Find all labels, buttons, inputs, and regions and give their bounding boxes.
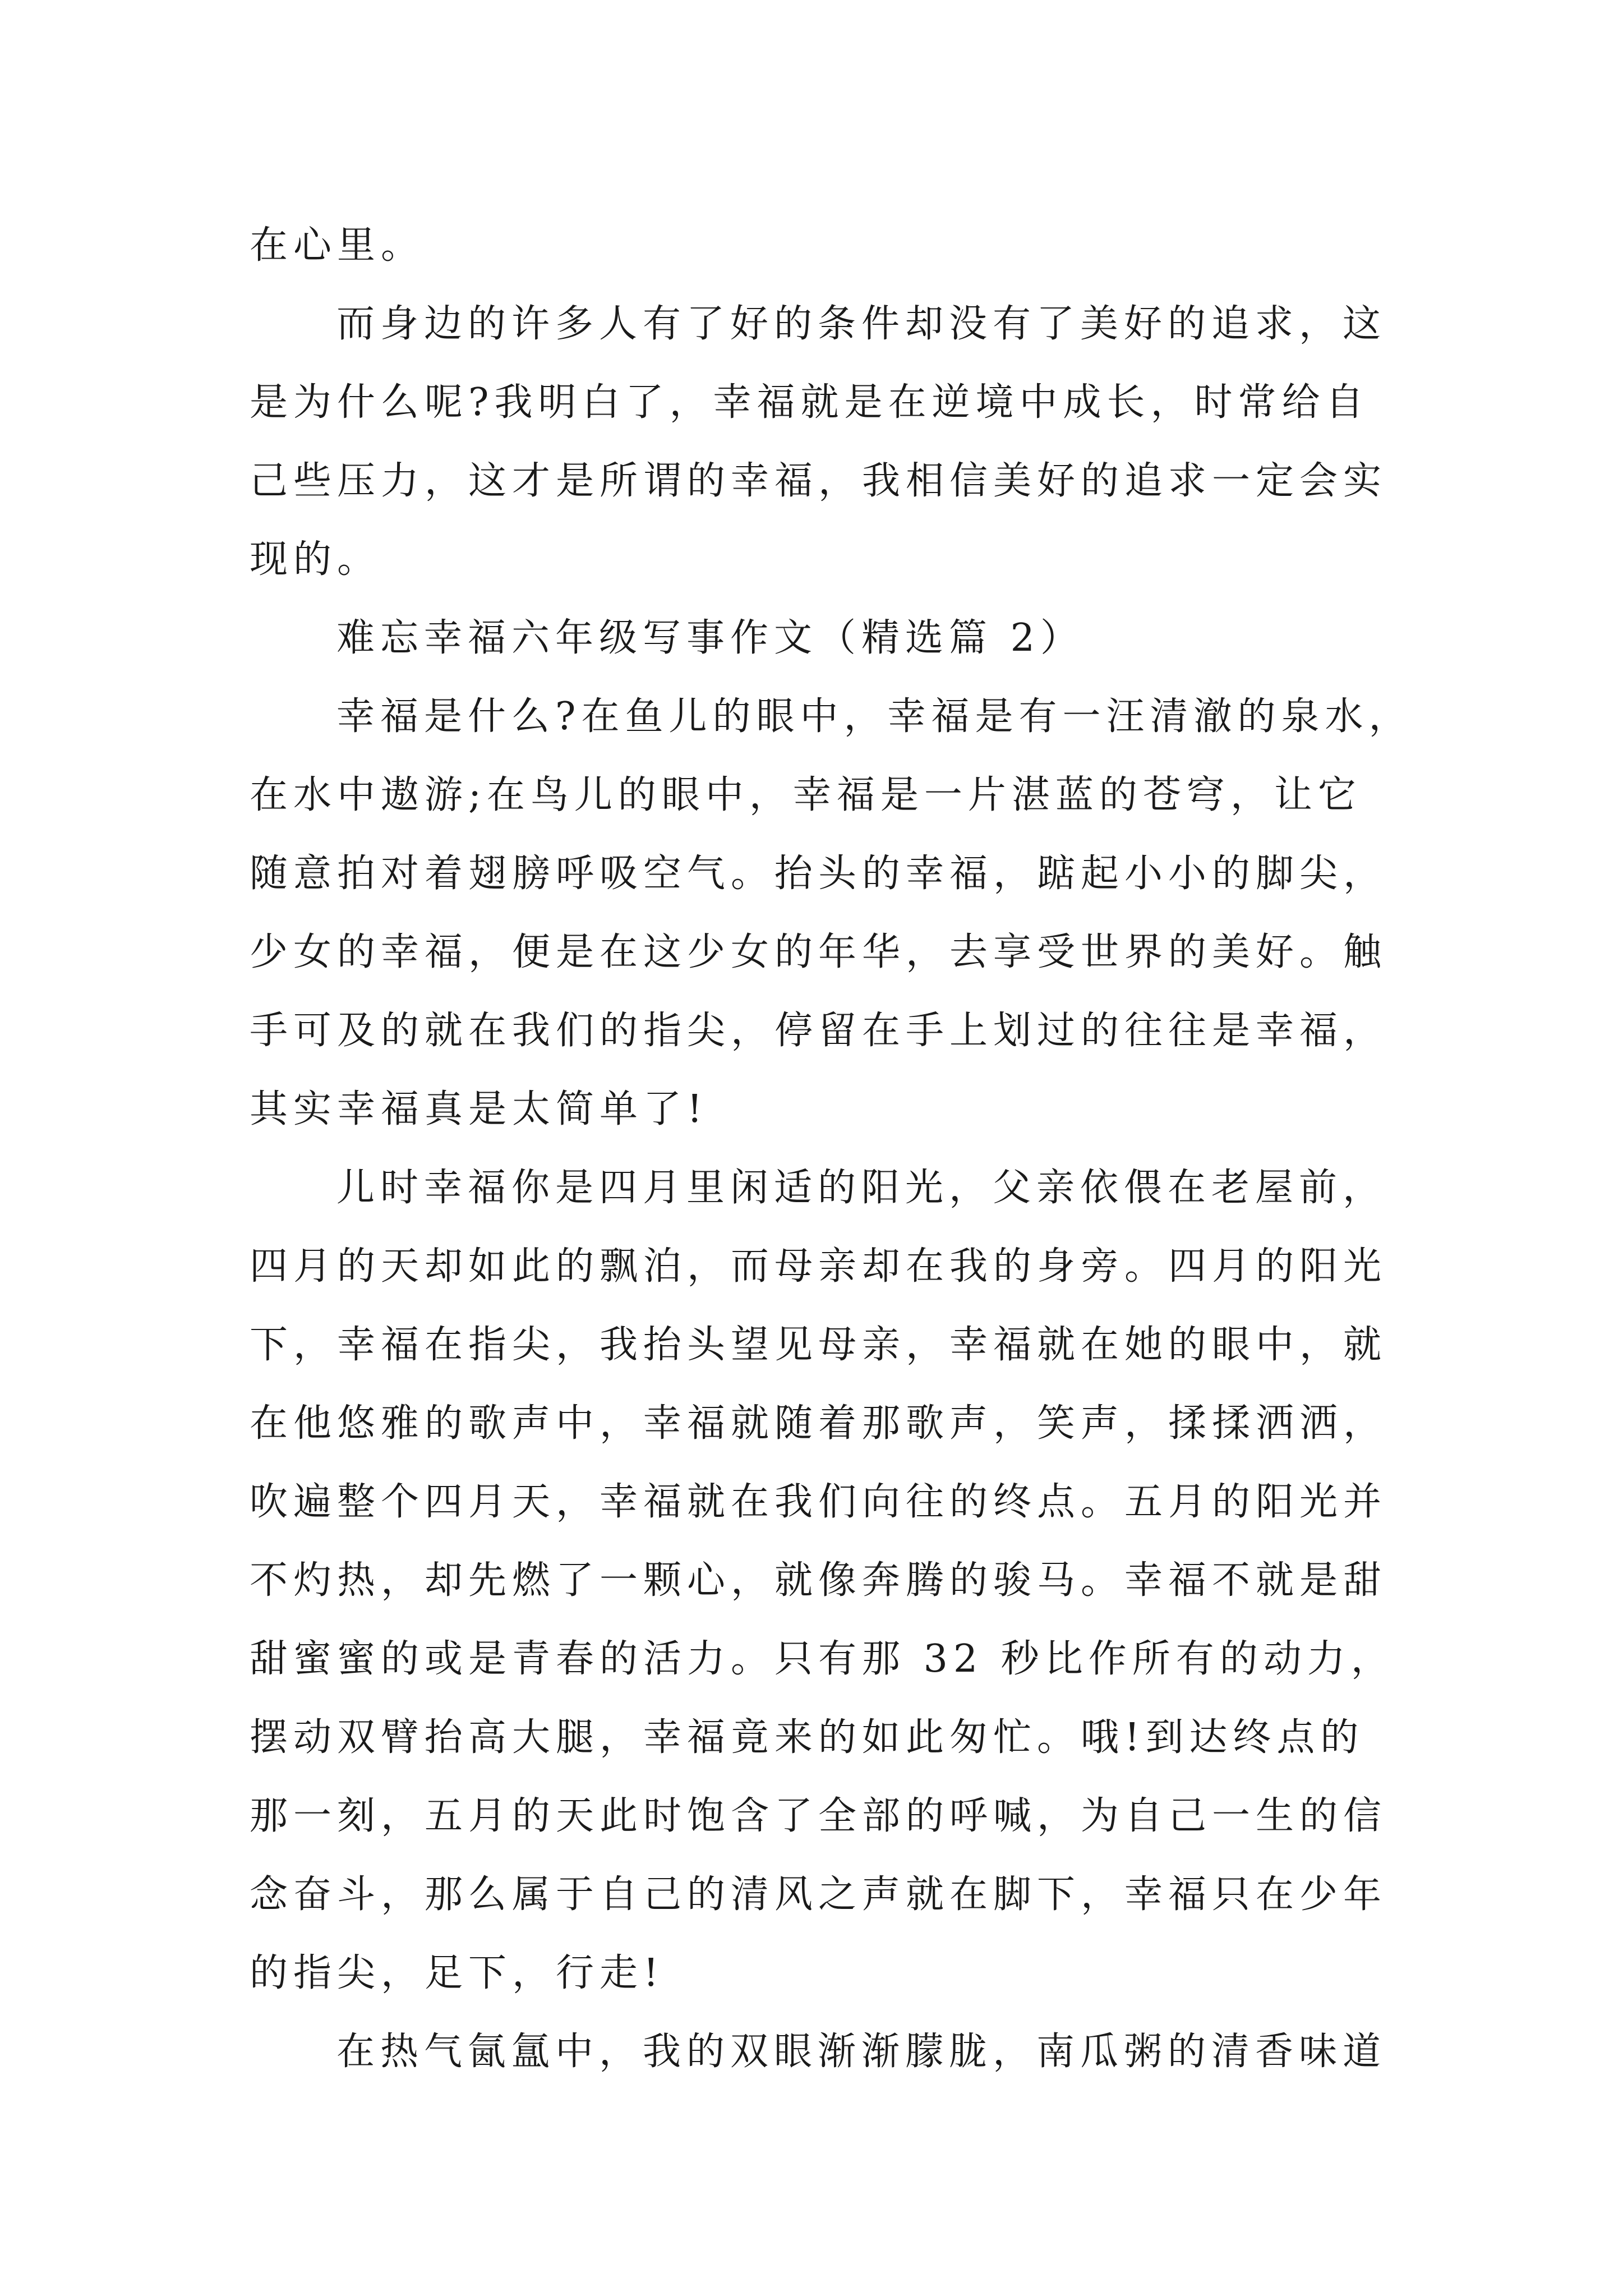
document-body	[250, 206, 1413, 2091]
text-line: 其实幸福真是太简单了!	[250, 1087, 708, 1131]
text-line: 不灼热，却先燃了一颗心，就像奔腾的骏马。幸福不就是甜	[250, 1558, 1387, 1603]
text-line: 随意拍对着翅膀呼吸空气。抬头的幸福，踮起小小的脚尖，	[250, 852, 1387, 896]
text-line: 甜蜜蜜的或是青春的活力。只有那 32 秒比作所有的动力，	[250, 1637, 1395, 1681]
text-line: 手可及的就在我们的指尖，停留在手上划过的往往是幸福，	[250, 1009, 1387, 1053]
text-line: 四月的天却如此的飘泊，而母亲却在我的身旁。四月的阳光	[250, 1244, 1387, 1289]
text-line: 下，幸福在指尖，我抬头望见母亲，幸福就在她的眼中，就	[250, 1323, 1387, 1367]
text-line: 己些压力，这才是所谓的幸福，我相信美好的追求一定会实	[250, 459, 1387, 503]
text-line: 在心里。	[250, 223, 425, 268]
text-line: 在水中遨游;在鸟儿的眼中，幸福是一片湛蓝的苍穹，让它	[250, 773, 1362, 817]
text-line: 念奋斗，那么属于自己的清风之声就在脚下，幸福只在少年	[250, 1872, 1387, 1917]
text-line: 少女的幸福，便是在这少女的年华，去享受世界的美好。触	[250, 930, 1387, 974]
text-line: 而身边的许多人有了好的条件却没有了美好的追求，这	[336, 302, 1387, 346]
text-line: 的指尖，足下，行走!	[250, 1951, 665, 1995]
text-line: 现的。	[250, 537, 381, 582]
text-line: 摆动双臂抬高大腿，幸福竟来的如此匆忙。哦!到达终点的	[250, 1715, 1364, 1760]
text-line: 吹遍整个四月天，幸福就在我们向往的终点。五月的阳光并	[250, 1480, 1387, 1524]
text-line: 难忘幸福六年级写事作文（精选篇 2）	[336, 616, 1084, 660]
text-line: 儿时幸福你是四月里闲适的阳光，父亲依偎在老屋前，	[336, 1166, 1387, 1210]
text-line: 是为什么呢?我明白了，幸福就是在逆境中成长，时常给自	[250, 380, 1370, 425]
text-line: 幸福是什么?在鱼儿的眼中，幸福是有一汪清澈的泉水，	[336, 694, 1413, 739]
text-line: 在他悠雅的歌声中，幸福就随着那歌声，笑声，揉揉洒洒，	[250, 1401, 1387, 1446]
text-line: 在热气氤氲中，我的双眼渐渐朦胧，南瓜粥的清香味道	[336, 2030, 1387, 2074]
text-line: 那一刻，五月的天此时饱含了全部的呼喊，为自己一生的信	[250, 1794, 1387, 1838]
